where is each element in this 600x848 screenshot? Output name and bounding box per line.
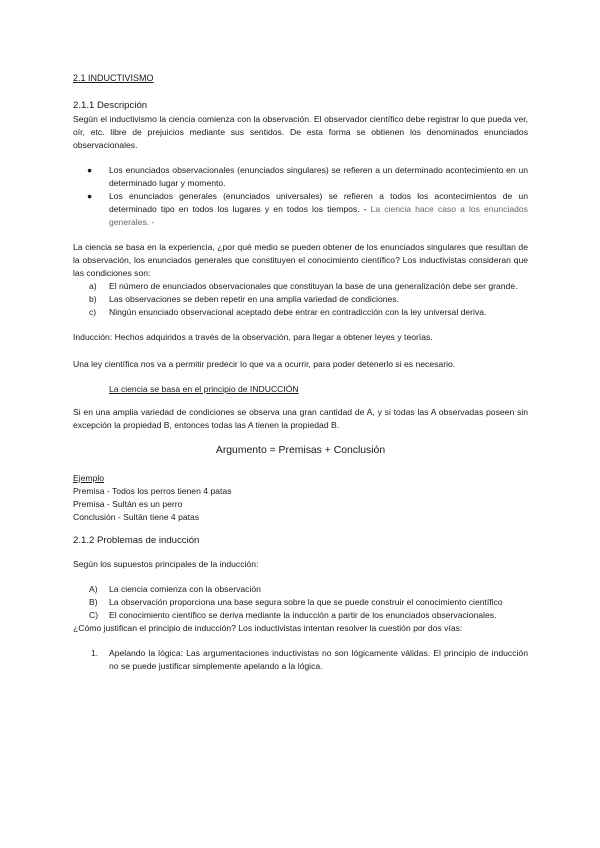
subsection-title-problemas: 2.1.2 Problemas de inducción (73, 535, 200, 546)
assumption-item: B) La observación proporciona una base segura sobre la que se puede construir el conocimiento científico (89, 597, 503, 607)
problemas-intro: Según los supuestos principales de la inducción: (73, 559, 259, 569)
argument-formula: Argumento = Premisas + Conclusión (215, 445, 386, 456)
section-title: 2.1 INDUCTIVISMO (73, 73, 154, 83)
justification-question: ¿Cómo justifican el principio de inducción? Los inductivistas intentan resolver la cuestión por dos vías: (73, 623, 463, 633)
example-line: Premisa - Todos los perros tienen 4 patas (73, 486, 232, 496)
ways-list (73, 647, 528, 673)
way-item: 1. Apelando la lógica: Las argumentaciones inductivistas no son lógicamente válidas. El principio de inducción no se puede justificar simplemente apelando a la lógica. (91, 648, 528, 671)
ley-definition: Una ley científica nos va a permitir predecir lo que va a ocurrir, para poder detenerlo si es necesario. (73, 359, 456, 369)
principio-paragraph: Si en una amplia variedad de condiciones se observa una gran cantidad de A, y si todas las A observadas poseen sin excepción la propiedad B, entonces todas las A tienen la propiedad B. (73, 407, 528, 430)
bullet-dot-icon: ● (87, 191, 93, 201)
subsection-title-descripcion: 2.1.1 Descripción (73, 100, 148, 111)
document-page (73, 72, 528, 673)
bullet-dot-icon: ● (87, 165, 93, 175)
induccion-definition: Inducción: Hechos adquiridos a través de la observación, para llegar a obtener leyes y teorías. (73, 332, 433, 342)
enunciados-bullet-list (73, 164, 528, 229)
experiencia-paragraph: La ciencia se basa en la experiencia, ¿por qué medio se pueden obtener de los enunciados singulares que resultan de la observación, los enunciados generales que constituyen el conocimiento científico? Los inductivistas consideran que las condiciones son: (73, 242, 528, 278)
condition-item: b) Las observaciones se deben repetir en una amplia variedad de condiciones. (89, 294, 399, 304)
assumption-item: C) El conocimiento científico se deriva mediante la inducción a partir de los enunciados observacionales. (89, 610, 497, 620)
principio-title: La ciencia se basa en el principio de INDUCCIÓN (109, 384, 299, 394)
descripcion-paragraph: Según el inductivismo la ciencia comienza con la observación. El observador científico debe registrar lo que pueda ver, oír, etc. libre de prejuicios mediante sus sentidos. De esta forma se obtienen los denominados enunciados observacionales. (73, 114, 528, 150)
example-line: Conclusión - Sultán tiene 4 patas (73, 512, 200, 522)
bullet-item: ● Los enunciados generales (enunciados universales) se refieren a todos los acontecimientos de un determinado tipo en todos los lugares y en todos los tiempos. - La ciencia hace caso a los enunciados generales. - (87, 191, 528, 227)
assumption-item: A) La ciencia comienza con la observación (89, 584, 261, 594)
conditions-list (73, 280, 528, 319)
assumptions-list (73, 583, 528, 622)
example-title: Ejemplo (73, 473, 105, 483)
example-line: Premisa - Sultán es un perro (73, 499, 183, 509)
bullet-note: La ciencia hace caso a los enunciados generales. - (109, 204, 528, 227)
bullet-item: ● Los enunciados observacionales (enunciados singulares) se refieren a un determinado acontecimiento en un determinado lugar y momento. (87, 165, 528, 188)
condition-item: a) El número de enunciados observacionales que constituyan la base de una generalización debe ser grande. (89, 281, 518, 291)
condition-item: c) Ningún enunciado observacional aceptado debe entrar en contradicción con la ley universal deriva. (89, 307, 487, 317)
